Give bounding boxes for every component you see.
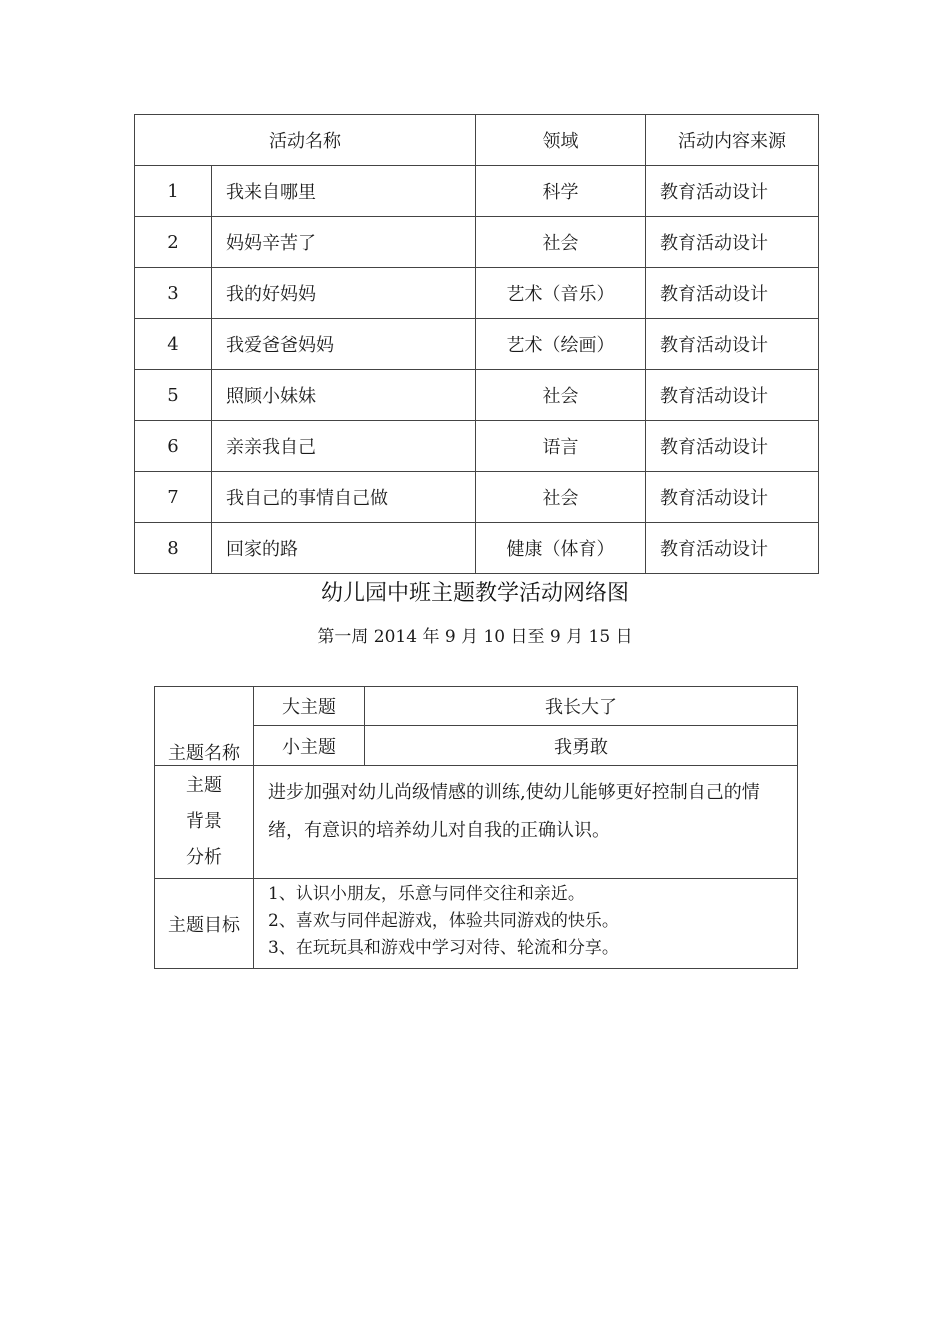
activity-table (134, 114, 819, 574)
table-row (135, 319, 819, 370)
activity-source: 教育活动设计 (646, 421, 819, 472)
row-number: 8 (135, 523, 212, 574)
activity-source: 教育活动设计 (646, 166, 819, 217)
activity-source: 教育活动设计 (646, 472, 819, 523)
goal-row (155, 879, 798, 969)
background-label-line: 背景 (186, 811, 222, 832)
table-row (135, 217, 819, 268)
activity-source: 教育活动设计 (646, 370, 819, 421)
activity-name: 我爱爸爸妈妈 (212, 319, 476, 370)
activity-domain: 语言 (476, 421, 646, 472)
goal-item: 2、喜欢与同伴起游戏，体验共同游戏的快乐。 (268, 911, 619, 931)
table-row (135, 523, 819, 574)
activity-source: 教育活动设计 (646, 217, 819, 268)
big-theme-label: 大主题 (254, 687, 365, 726)
goal-item: 3、在玩玩具和游戏中学习对待、轮流和分享。 (268, 938, 619, 958)
goal-label: 主题目标 (155, 879, 254, 969)
activity-domain: 科学 (476, 166, 646, 217)
background-label (155, 766, 254, 879)
activity-domain: 健康（体育） (476, 523, 646, 574)
table-row (135, 166, 819, 217)
background-text: 进步加强对幼儿尚级情感的训练,使幼儿能够更好控制自己的情绪，有意识的培养幼儿对自我的正确认识。 (254, 766, 798, 879)
row-number: 1 (135, 166, 212, 217)
header-domain: 领域 (476, 115, 646, 166)
row-number: 2 (135, 217, 212, 268)
activity-name: 我自己的事情自己做 (212, 472, 476, 523)
page-title: 幼儿园中班主题教学活动网络图 (320, 581, 629, 606)
theme-name-label: 主题名称 (155, 687, 254, 766)
table-row (135, 472, 819, 523)
activity-name: 我的好妈妈 (212, 268, 476, 319)
background-label-line: 分析 (186, 847, 222, 868)
row-number: 4 (135, 319, 212, 370)
background-label-line: 主题 (186, 775, 222, 796)
activity-name: 照顾小妹妹 (212, 370, 476, 421)
activity-name: 妈妈辛苦了 (212, 217, 476, 268)
table-row (135, 370, 819, 421)
activity-domain: 艺术（音乐） (476, 268, 646, 319)
activity-source: 教育活动设计 (646, 268, 819, 319)
row-number: 3 (135, 268, 212, 319)
background-row (155, 766, 798, 879)
activity-domain: 社会 (476, 472, 646, 523)
activity-name: 我来自哪里 (212, 166, 476, 217)
activity-source: 教育活动设计 (646, 319, 819, 370)
activity-domain: 社会 (476, 217, 646, 268)
activity-source: 教育活动设计 (646, 523, 819, 574)
header-activity-name: 活动名称 (135, 115, 476, 166)
goal-item: 1、认识小朋友，乐意与同伴交往和亲近。 (268, 884, 585, 904)
theme-table (154, 686, 798, 969)
table-row (135, 268, 819, 319)
goal-list (254, 879, 798, 969)
small-theme-label: 小主题 (254, 726, 365, 766)
activity-domain: 社会 (476, 370, 646, 421)
big-theme-row (155, 687, 798, 726)
small-theme-value: 我勇敢 (365, 726, 798, 766)
row-number: 5 (135, 370, 212, 421)
row-number: 7 (135, 472, 212, 523)
page-subtitle: 第一周 2014 年 9 月 10 日至 9 月 15 日 (317, 627, 633, 647)
activity-table-header (135, 115, 819, 166)
table-row (135, 421, 819, 472)
header-source: 活动内容来源 (646, 115, 819, 166)
big-theme-value: 我长大了 (365, 687, 798, 726)
activity-domain: 艺术（绘画） (476, 319, 646, 370)
row-number: 6 (135, 421, 212, 472)
activity-name: 亲亲我自己 (212, 421, 476, 472)
activity-name: 回家的路 (212, 523, 476, 574)
